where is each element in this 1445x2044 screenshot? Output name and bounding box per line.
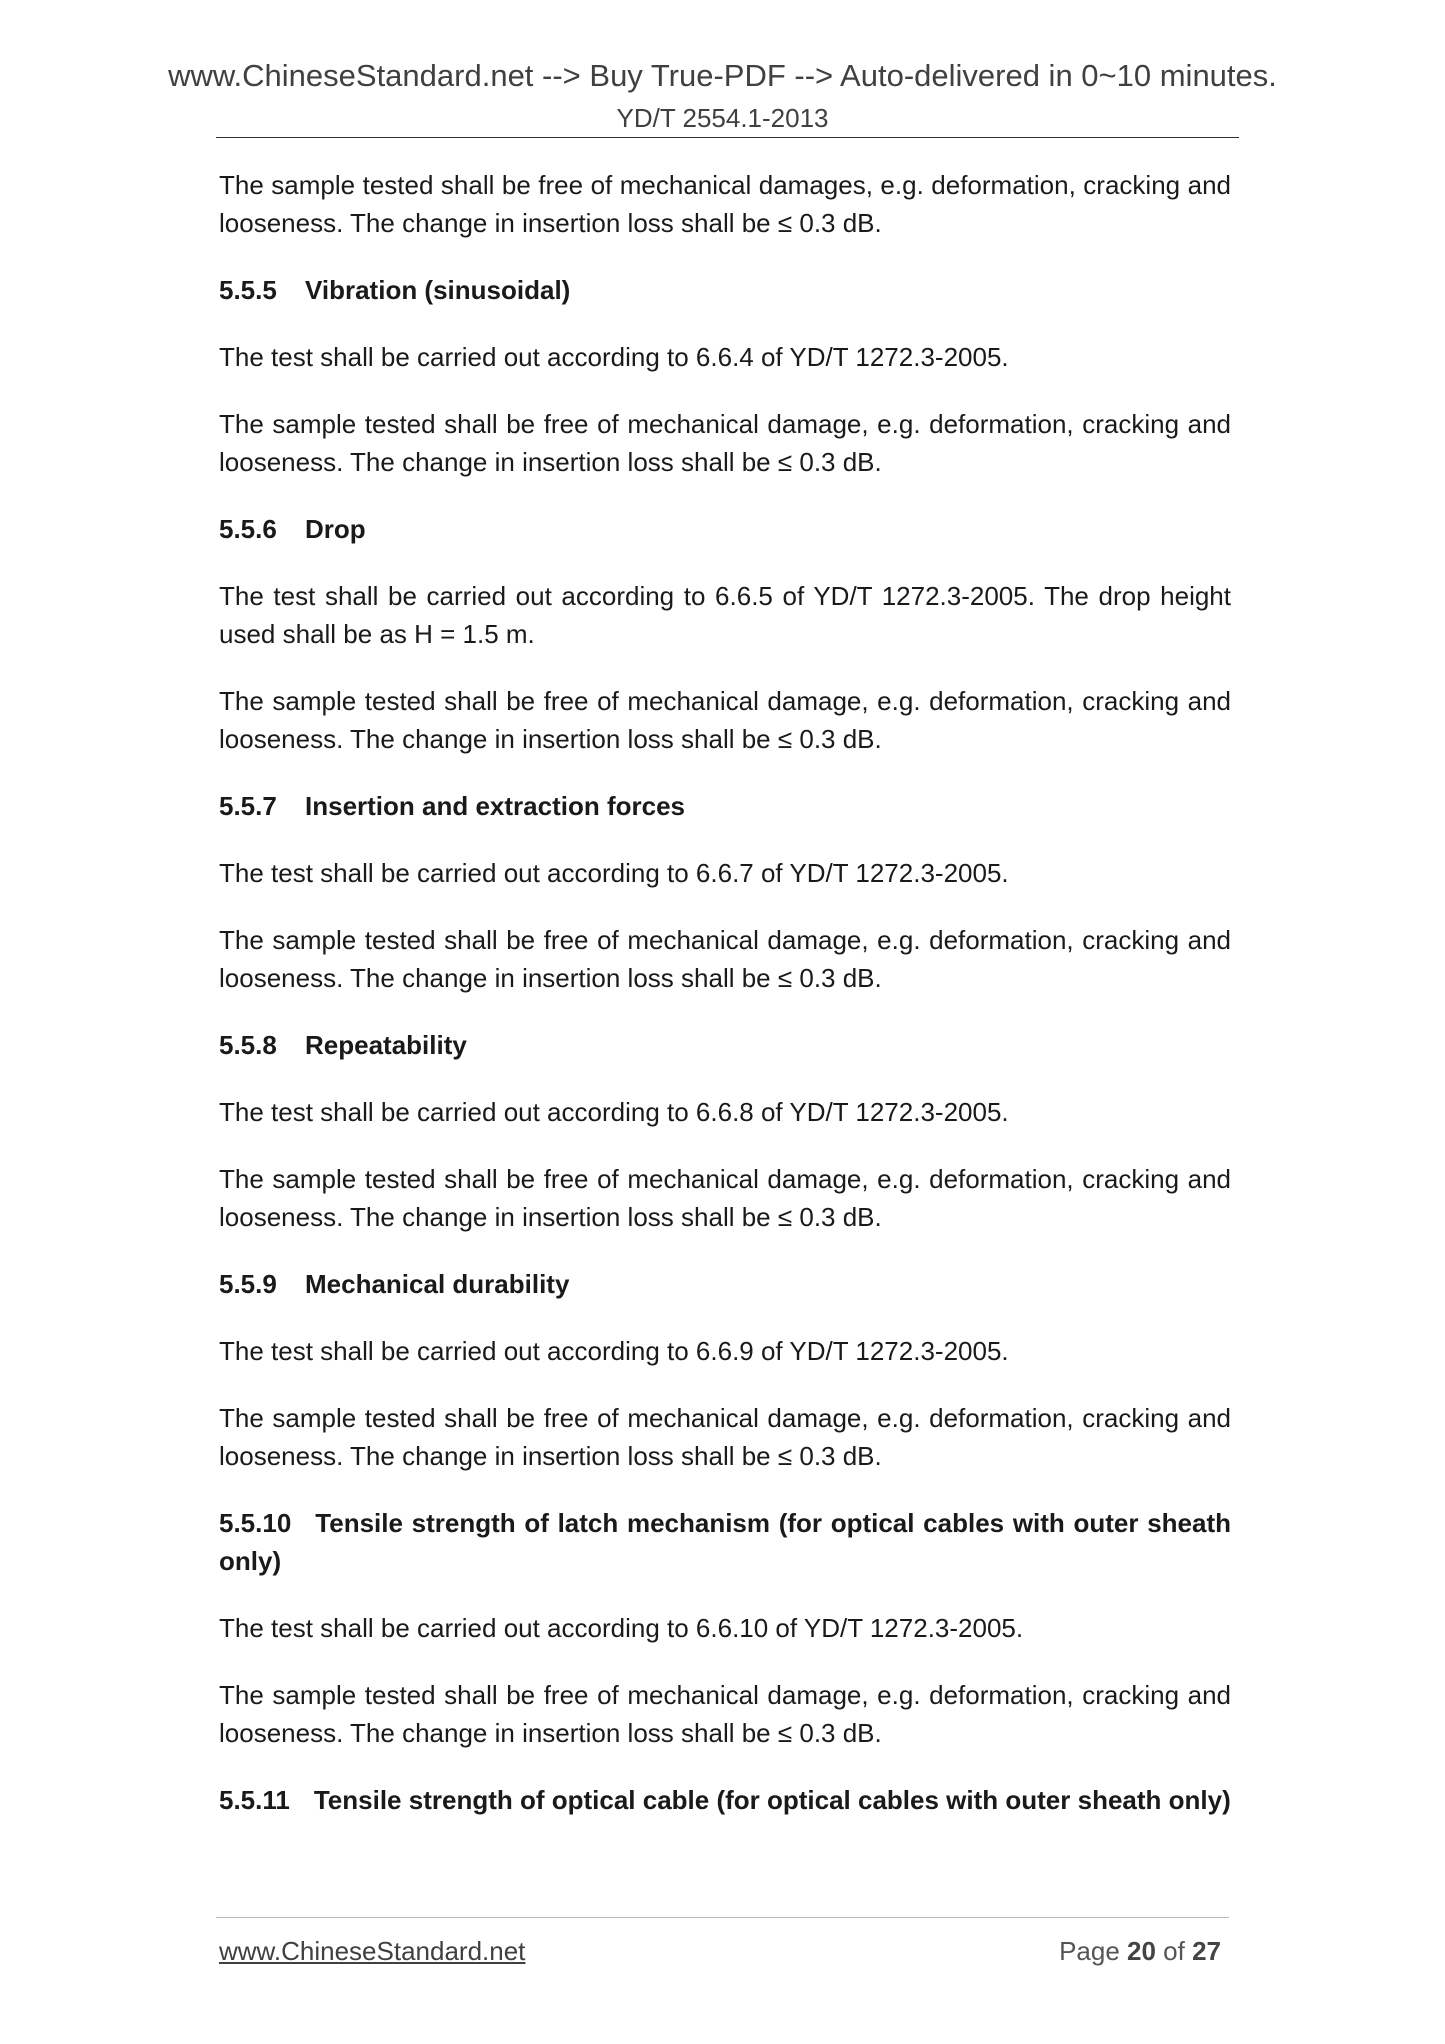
section-title: Repeatability [305,1030,467,1060]
paragraph: The sample tested shall be free of mechanical damages, e.g. deformation, cracking and looseness. The change in insertion loss shall be ≤ 0.3 dB. [219,170,1231,238]
paragraph: The test shall be carried out according to 6.6.9 of YD/T 1272.3-2005. [219,1336,1009,1366]
section-number: 5.5.7 [219,791,277,821]
section-title: Insertion and extraction forces [305,791,685,821]
page-label: Page [1059,1936,1128,1966]
paragraph: The sample tested shall be free of mechanical damage, e.g. deformation, cracking and looseness. The change in insertion loss shall be ≤ 0.3 dB. [219,409,1231,477]
paragraph: The test shall be carried out according to 6.6.10 of YD/T 1272.3-2005. [219,1613,1024,1643]
paragraph: The sample tested shall be free of mechanical damage, e.g. deformation, cracking and looseness. The change in insertion loss shall be ≤ 0.3 dB. [219,1164,1231,1232]
paragraph: The test shall be carried out according to 6.6.7 of YD/T 1272.3-2005. [219,858,1009,888]
section-title: Tensile strength of latch mechanism (for optical cables with outer sheath only) [219,1508,1231,1576]
page-body [219,166,1231,1848]
section-heading-5-5-5 [219,271,1231,309]
page-of-label: of [1155,1936,1193,1966]
paragraph: The sample tested shall be free of mechanical damage, e.g. deformation, cracking and looseness. The change in insertion loss shall be ≤ 0.3 dB. [219,1680,1231,1748]
section-heading-5-5-8 [219,1026,1231,1064]
section-heading-5-5-7 [219,787,1231,825]
section-title: Mechanical durability [305,1269,570,1299]
paragraph: The sample tested shall be free of mechanical damage, e.g. deformation, cracking and looseness. The change in insertion loss shall be ≤ 0.3 dB. [219,1403,1231,1471]
section-number: 5.5.8 [219,1030,277,1060]
section-heading-5-5-11 [219,1781,1231,1819]
paragraph: The test shall be carried out according to 6.6.8 of YD/T 1272.3-2005. [219,1097,1009,1127]
section-number: 5.5.6 [219,514,277,544]
section-number: 5.5.9 [219,1269,277,1299]
section-title: Tensile strength of optical cable (for optical cables with outer sheath only) [313,1785,1231,1815]
current-page: 20 [1127,1936,1156,1966]
document-id: YD/T 2554.1-2013 [616,103,829,133]
header-banner: www.ChineseStandard.net --> Buy True-PDF --> Auto-delivered in 0~10 minutes. [168,58,1277,93]
section-heading-5-5-6 [219,510,1231,548]
paragraph: The test shall be carried out according to 6.6.5 of YD/T 1272.3-2005. The drop height used shall be as H = 1.5 m. [219,581,1231,649]
section-heading-5-5-9 [219,1265,1231,1303]
section-number: 5.5.10 [219,1508,292,1538]
paragraph: The test shall be carried out according to 6.6.4 of YD/T 1272.3-2005. [219,342,1009,372]
footer-rule [216,1917,1229,1918]
section-number: 5.5.11 [219,1785,290,1815]
paragraph: The sample tested shall be free of mechanical damage, e.g. deformation, cracking and looseness. The change in insertion loss shall be ≤ 0.3 dB. [219,686,1231,754]
section-heading-5-5-10 [219,1504,1231,1580]
section-number: 5.5.5 [219,275,277,305]
total-pages: 27 [1192,1936,1221,1966]
section-title: Vibration (sinusoidal) [305,275,571,305]
footer-website-link[interactable]: www.ChineseStandard.net [219,1936,526,1966]
paragraph: The sample tested shall be free of mechanical damage, e.g. deformation, cracking and looseness. The change in insertion loss shall be ≤ 0.3 dB. [219,925,1231,993]
page-number [1059,1936,1221,1967]
header-rule [216,137,1239,138]
section-title: Drop [305,514,366,544]
